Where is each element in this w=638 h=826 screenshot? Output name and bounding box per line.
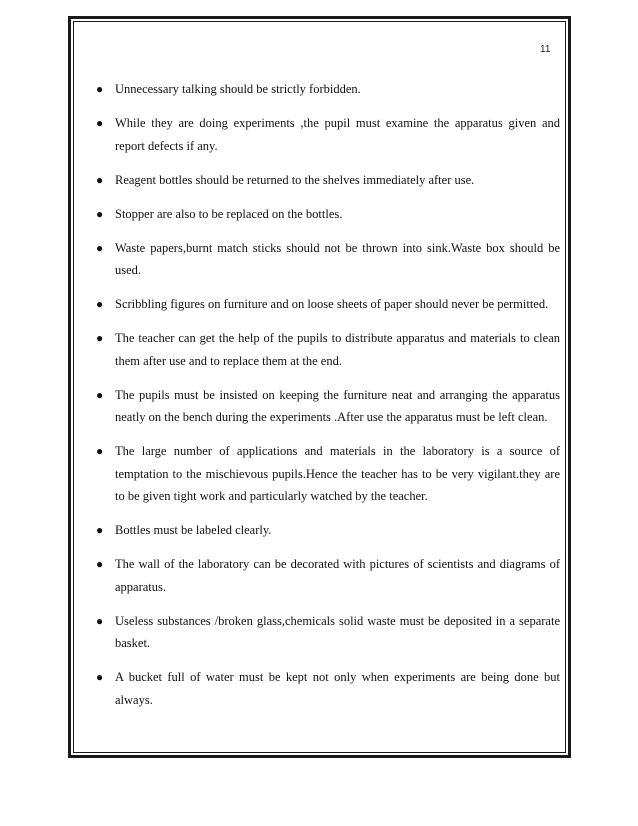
bullet-dot-icon: ● xyxy=(96,557,104,571)
list-item-text: Useless substances /broken glass,chemicals solid waste must be deposited in a separate basket. xyxy=(115,613,560,650)
list-item-text: Unnecessary talking should be strictly forbidden. xyxy=(115,82,361,96)
list-item-text: The pupils must be insisted on keeping the furniture neat and arranging the apparatus neatly on the bench during the experiments .After use the apparatus must be left clean. xyxy=(115,387,560,424)
page-number: 11 xyxy=(540,44,551,55)
list-item-text: Waste papers,burnt match sticks should not be thrown into sink.Waste box should be used. xyxy=(115,240,560,277)
bullet-dot-icon: ● xyxy=(96,331,104,345)
list-item xyxy=(94,327,560,372)
list-item-text: Stopper are also to be replaced on the bottles. xyxy=(115,206,343,221)
bullet-dot-icon: ● xyxy=(96,297,104,311)
bullet-dot-icon: ● xyxy=(96,613,104,628)
list-item-text: A bucket full of water must be kept not only when experiments are being done but always. xyxy=(115,670,560,707)
list-item xyxy=(94,293,560,316)
list-item xyxy=(94,78,560,101)
list-item xyxy=(94,440,560,508)
list-item xyxy=(94,553,560,598)
rules-list xyxy=(94,78,560,723)
bullet-dot-icon: ● xyxy=(96,116,104,130)
list-item xyxy=(94,169,560,192)
list-item xyxy=(94,610,560,655)
list-item xyxy=(94,666,560,711)
list-item xyxy=(94,519,560,542)
bullet-dot-icon: ● xyxy=(96,82,104,96)
list-item xyxy=(94,237,560,282)
bullet-dot-icon: ● xyxy=(96,240,104,255)
bullet-dot-icon: ● xyxy=(96,387,104,402)
list-item-text: The large number of applications and materials in the laboratory is a source of temptation to the mischievous pupils.Hence the teacher has to be very vigilant.they are to be given tight work and particularly watched by the teacher. xyxy=(115,444,560,503)
list-item-text: The wall of the laboratory can be decorated with pictures of scientists and diagrams of apparatus. xyxy=(115,557,560,594)
bullet-dot-icon: ● xyxy=(96,172,104,187)
list-item-text: Reagent bottles should be returned to the shelves immediately after use. xyxy=(115,172,475,187)
list-item xyxy=(94,203,560,226)
bullet-dot-icon: ● xyxy=(96,206,104,221)
bullet-dot-icon: ● xyxy=(96,444,104,458)
list-item xyxy=(94,112,560,157)
list-item-text: Scribbling figures on furniture and on loose sheets of paper should never be permitted. xyxy=(115,297,549,311)
list-item-text: While they are doing experiments ,the pupil must examine the apparatus given and report defects if any. xyxy=(115,116,560,153)
bullet-dot-icon: ● xyxy=(96,523,104,537)
list-item-text: Bottles must be labeled clearly. xyxy=(115,523,272,537)
list-item-text: The teacher can get the help of the pupils to distribute apparatus and materials to clean them after use and to replace them at the end. xyxy=(115,331,560,368)
bullet-dot-icon: ● xyxy=(96,670,104,684)
list-item xyxy=(94,384,560,429)
